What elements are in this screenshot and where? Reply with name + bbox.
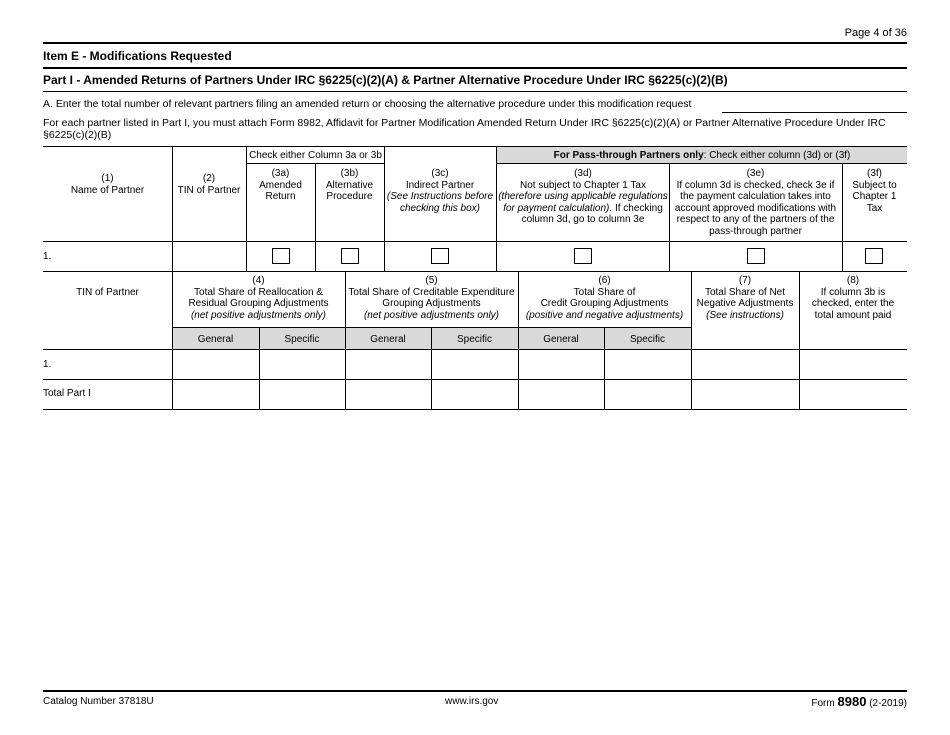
not-subject-chapter1-checkbox[interactable] (574, 248, 592, 264)
col-label: (net positive adjustments only) (190, 309, 327, 321)
col-number: (6) (598, 275, 611, 286)
col-label: Credit Grouping Adjustments (540, 298, 669, 309)
col-number: (3e) (746, 168, 765, 179)
col-label: Grouping Adjustments (382, 298, 481, 309)
col-label: for payment calculation). (503, 202, 613, 214)
specific-header: Specific (456, 334, 492, 345)
col-label: Alternative (325, 179, 374, 191)
col-label: the payment calculation takes into (680, 191, 831, 202)
col-number: (3d) (574, 168, 592, 179)
partner-tin-input[interactable] (174, 243, 245, 270)
part-label: Part I (43, 73, 74, 87)
form-prefix: Form (811, 698, 838, 709)
col-label: Total Share of (573, 286, 636, 298)
col2-header (172, 173, 246, 196)
col3b-header (315, 168, 384, 203)
col8-header (799, 275, 907, 321)
item-title: Item E - Modifications Requested (43, 49, 232, 63)
col-label: Total Share of Net (704, 286, 786, 298)
col-label: Chapter 1 (852, 191, 897, 202)
row-number: 1. (43, 251, 52, 262)
col-label: Not subject to Chapter 1 Tax (520, 179, 646, 191)
col-label: account approved modifications with (674, 202, 837, 214)
col3d-header (497, 168, 669, 226)
col-number: (7) (738, 275, 752, 286)
subject-chapter1-checkbox[interactable] (865, 248, 883, 264)
col-label: (See instructions) (706, 309, 784, 321)
col-label: Subject to (852, 179, 897, 191)
col6-header (518, 275, 691, 321)
col-number: (2) (202, 173, 216, 184)
col-label: Residual Grouping Adjustments (188, 298, 329, 309)
part-rule (43, 91, 907, 92)
col-label: (net positive adjustments only) (363, 309, 500, 321)
col3f-header (842, 168, 907, 214)
col3a-header (246, 168, 315, 203)
group-3ab-header: Check either Column 3a or 3b (249, 150, 382, 161)
col-label: Name of Partner (70, 184, 145, 196)
part-title (43, 73, 728, 87)
tin-of-partner-header: TIN of Partner (76, 287, 139, 298)
catalog-number: Catalog Number 37818U (43, 696, 154, 707)
col-number: (3b) (340, 168, 359, 179)
specific-header: Specific (284, 334, 320, 345)
col3c-header (384, 168, 496, 214)
col-number: (3c) (431, 168, 449, 179)
t1-vline (172, 147, 173, 271)
col-label: (positive and negative adjustments) (525, 309, 684, 321)
attach-instruction: For each partner listed in Part I, you must attach Form 8982, Affidavit for Partner Modification Amended Return Under IRC §6225(c)(2)(A) or Partner Alternative Procedure Under IRC §6225(c)(2)(B) (43, 117, 886, 141)
general-header: General (543, 334, 579, 345)
col-label: total amount paid (814, 309, 892, 321)
row-number: 1. (43, 359, 52, 370)
col-label: checked, enter the (811, 298, 895, 309)
col-label: Total Share of Reallocation & (194, 286, 323, 298)
footer-rule (43, 690, 907, 692)
col1-header (43, 173, 172, 196)
col-number: (4) (252, 275, 265, 286)
col5-header (345, 275, 518, 321)
irs-website: www.irs.gov (445, 696, 499, 707)
col-number: (5) (425, 275, 438, 286)
col3e-header (669, 168, 842, 237)
general-header: General (197, 334, 234, 345)
line-a-label: A. Enter the total number of relevant partners filing an amended return or choosing the alternative procedure under this modification request (43, 98, 692, 110)
general-header: General (370, 334, 406, 345)
form-revision: (2-2019) (866, 698, 907, 709)
col-label: Return (265, 191, 296, 202)
col-label: Amended (259, 179, 302, 191)
col-number: (3f) (867, 168, 882, 179)
col-label: Tax (866, 202, 883, 214)
amended-return-checkbox[interactable] (272, 248, 290, 264)
col-label: Total Share of Creditable Expenditure (348, 286, 515, 298)
col7-header (691, 275, 799, 321)
t2-bottom (43, 409, 907, 410)
col-label: respect to any of the partners of the (676, 214, 835, 225)
form-number: 8980 (837, 694, 867, 709)
item-rule (43, 67, 907, 69)
col-label: Procedure (326, 191, 373, 202)
col-label: If column 3d is checked, check 3e if (676, 179, 835, 191)
col-label: (therefore using applicable regulations (498, 191, 668, 202)
col-label: If column 3b is (820, 286, 886, 298)
total-part-i-label: Total Part I (43, 388, 91, 399)
col-number: (1) (101, 173, 114, 184)
col-label: If checking (612, 202, 663, 214)
col-label: Indirect Partner (405, 179, 475, 191)
indirect-partner-checkbox[interactable] (431, 248, 449, 264)
col-label: (See Instructions before (386, 191, 494, 202)
col-label: checking this box) (399, 202, 481, 214)
col-number: (3a) (271, 168, 290, 179)
form-identifier (811, 694, 907, 709)
col-label: Negative Adjustments (696, 298, 794, 309)
col-label: column 3d, go to column 3e (521, 214, 645, 225)
col-label: pass-through partner (709, 225, 802, 237)
header-rule (43, 42, 907, 44)
t2-subhead (172, 327, 692, 328)
t1-subhead-pass (497, 163, 907, 164)
page-number: Page 4 of 36 (844, 27, 907, 39)
group-pass-through-header (497, 150, 907, 162)
modifications-considered-checkbox[interactable] (747, 248, 765, 264)
alternative-procedure-checkbox[interactable] (341, 248, 359, 264)
col-label: TIN of Partner (177, 184, 241, 196)
col4-header (172, 275, 345, 321)
partner-name-input[interactable] (55, 243, 171, 270)
col-number: (8) (846, 275, 860, 286)
t1-vline (246, 147, 247, 271)
line-a-input[interactable] (722, 97, 907, 113)
pass-through-bold: For Pass-through Partners only (553, 150, 704, 161)
part-text: - Amended Returns of Partners Under IRC §6225(c)(2)(A) & Partner Alternative Procedure Under IRC §6225(c)(2)(B) (73, 73, 728, 87)
specific-header: Specific (629, 334, 665, 345)
pass-through-rest: : Check either column (3d) or (3f) (703, 150, 851, 161)
